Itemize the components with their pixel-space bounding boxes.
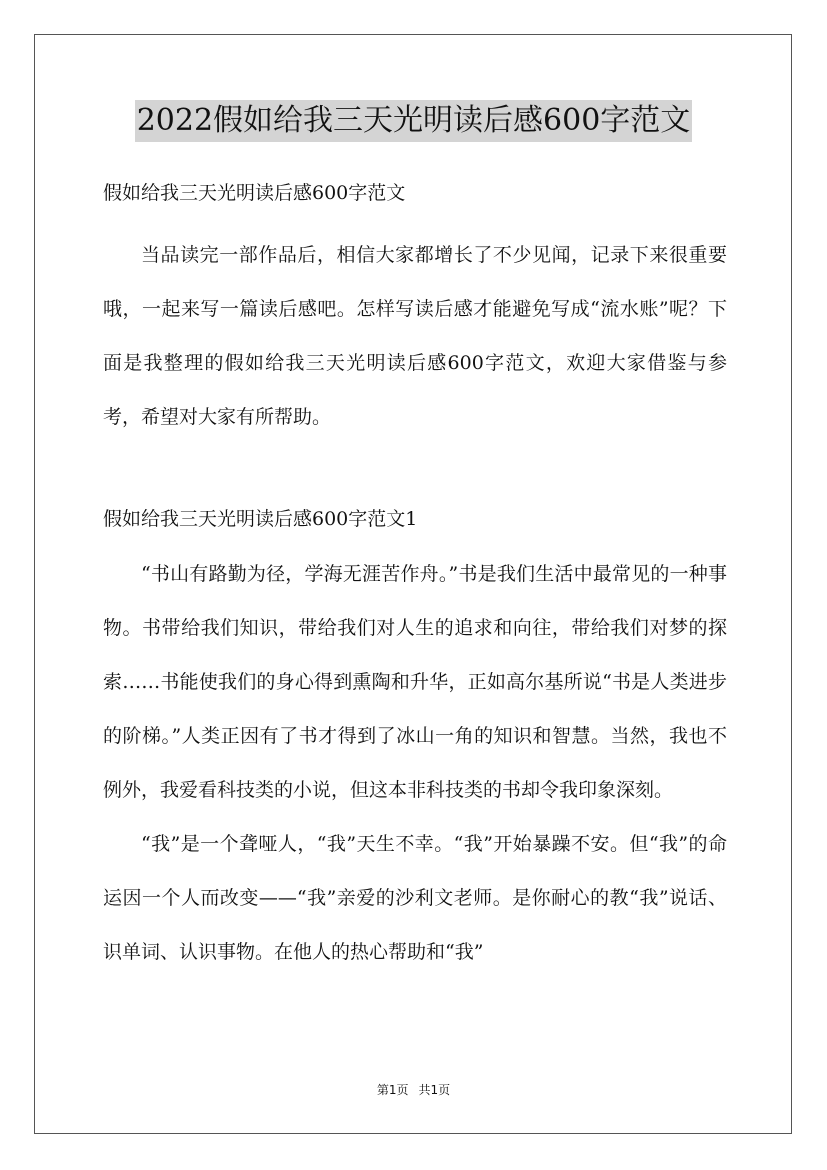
document-body <box>103 174 727 979</box>
document-title: 2022假如给我三天光明读后感600字范文 <box>135 100 693 142</box>
body-paragraph: “我”是一个聋哑人，“我”天生不幸。“我”开始暴躁不安。但“我”的命运因一个人而改变——“我”亲爱的沙利文老师。是你耐心的教“我”说话、识单词、认识事物。在他人的热心帮助和“我” <box>103 833 727 963</box>
section-spacer <box>103 444 727 500</box>
page-footer <box>0 1082 827 1098</box>
intro-paragraph: 当品读完一部作品后，相信大家都增长了不少见闻，记录下来很重要哦，一起来写一篇读后感吧。怎样写读后感才能避免写成“流水账”呢？下面是我整理的假如给我三天光明读后感600字范文，欢迎大家借鉴与参考，希望对大家有所帮助。 <box>103 244 727 428</box>
title-wrapper <box>0 100 827 142</box>
page-total: 共1页 <box>418 1083 451 1097</box>
document-subtitle: 假如给我三天光明读后感600字范文 <box>103 182 406 204</box>
body-paragraph: “书山有路勤为径，学海无涯苦作舟。”书是我们生活中最常见的一种事物。书带给我们知识，带给我们对人生的追求和向往，带给我们对梦的探索……书能使我们的身心得到熏陶和升华，正如高尔基所说“书是人类进步的阶梯。”人类正因有了书才得到了冰山一角的知识和智慧。当然，我也不例外，我爱看科技类的小说，但这本非科技类的书却令我印象深刻。 <box>103 563 727 801</box>
page-number: 第1页 <box>376 1083 409 1097</box>
section-title: 假如给我三天光明读后感600字范文1 <box>103 508 418 530</box>
